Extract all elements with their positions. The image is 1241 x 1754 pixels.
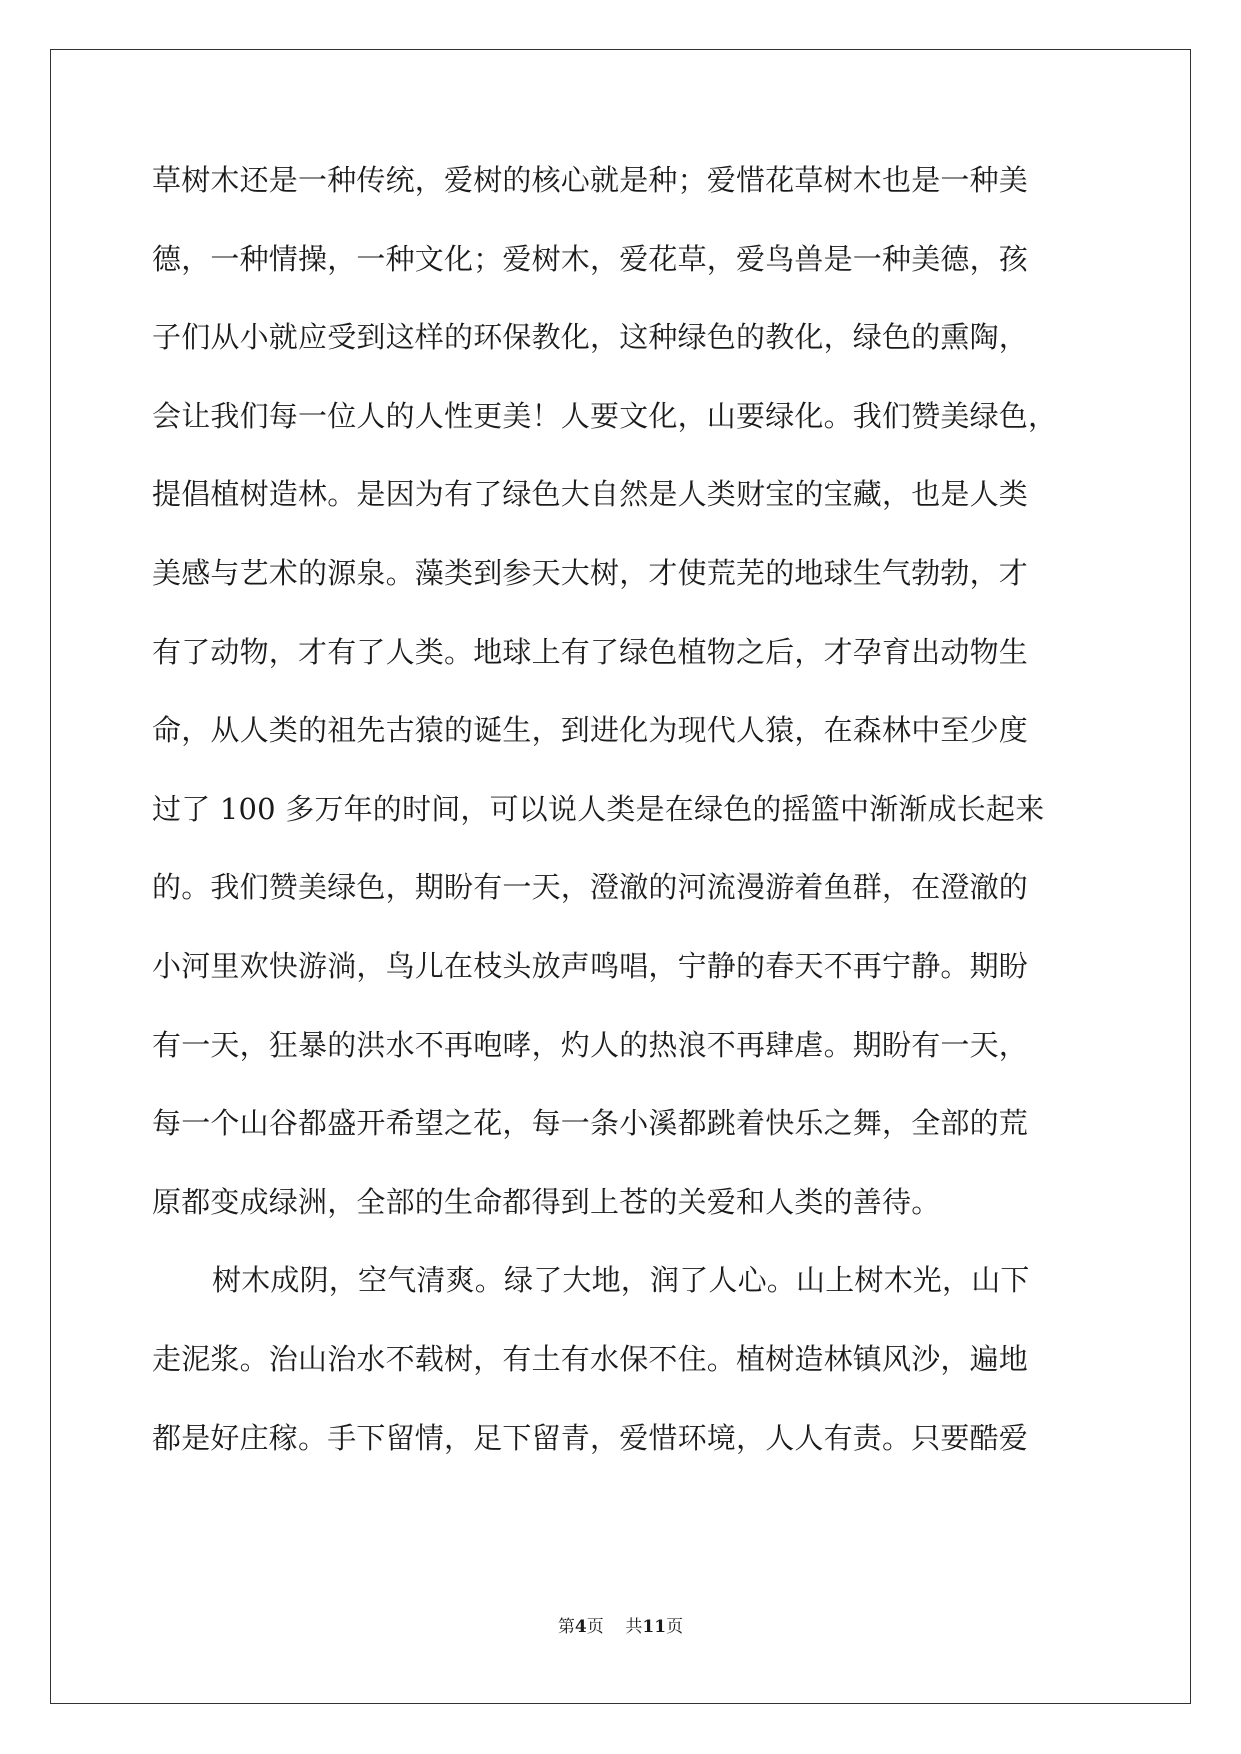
text-line: 小河里欢快游淌，鸟儿在枝头放声鸣唱，宁静的春天不再宁静。期盼 [152, 948, 1029, 983]
text-line: 提倡植树造林。是因为有了绿色大自然是人类财宝的宝藏，也是人类 [152, 477, 1029, 512]
text-line: 过了 100 多万年的时间，可以说人类是在绿色的摇篮中渐渐成长起来 [152, 791, 1045, 826]
text-line: 草树木还是一种传统，爱树的核心就是种；爱惜花草树木也是一种美 [152, 163, 1029, 197]
page-prefix: 第 [557, 1617, 575, 1637]
text-line: 有一天，狂暴的洪水不再咆哮，灼人的热浪不再肆虐。期盼有一天， [152, 1027, 1029, 1062]
text-line: 子们从小就应受到这样的环保教化，这种绿色的教化，绿色的熏陶， [152, 320, 1029, 355]
total-pages: 11 [642, 1617, 667, 1637]
page-footer [0, 1612, 1241, 1637]
text-line: 美感与艺术的源泉。藻类到参天大树，才使荒芜的地球生气勃勃，才 [152, 555, 1029, 590]
text-line: 原都变成绿洲，全部的生命都得到上苍的关爱和人类的善待。 [152, 1184, 941, 1219]
body-text [152, 158, 1102, 1494]
text-line: 每一个山谷都盛开希望之花，每一条小溪都跳着快乐之舞，全部的荒 [152, 1106, 1029, 1141]
text-line: 都是好庄稼。手下留情，足下留青，爱惜环境，人人有责。只要酷爱 [152, 1420, 1029, 1455]
text-line: 走泥浆。治山治水不载树，有土有水保不住。植树造林镇风沙，遍地 [152, 1341, 1029, 1376]
page-suffix: 页 [586, 1617, 604, 1637]
text-line: 德，一种情操，一种文化；爱树木，爱花草，爱鸟兽是一种美德，孩 [152, 241, 1029, 276]
total-suffix: 页 [666, 1617, 684, 1637]
text-line: 命，从人类的祖先古猿的诞生，到进化为现代人猿，在森林中至少度 [152, 713, 1029, 748]
text-line: 的。我们赞美绿色，期盼有一天，澄澈的河流漫游着鱼群，在澄澈的 [152, 870, 1029, 905]
total-prefix: 共 [625, 1617, 643, 1637]
text-line: 有了动物，才有了人类。地球上有了绿色植物之后，才孕育出动物生 [152, 634, 1029, 669]
page-number: 4 [574, 1617, 587, 1637]
text-line: 会让我们每一位人的人性更美！人要文化，山要绿化。我们赞美绿色， [152, 398, 1058, 433]
paragraph-start-line: 树木成阴，空气清爽。绿了大地，润了人心。山上树木光，山下 [212, 1263, 1030, 1298]
